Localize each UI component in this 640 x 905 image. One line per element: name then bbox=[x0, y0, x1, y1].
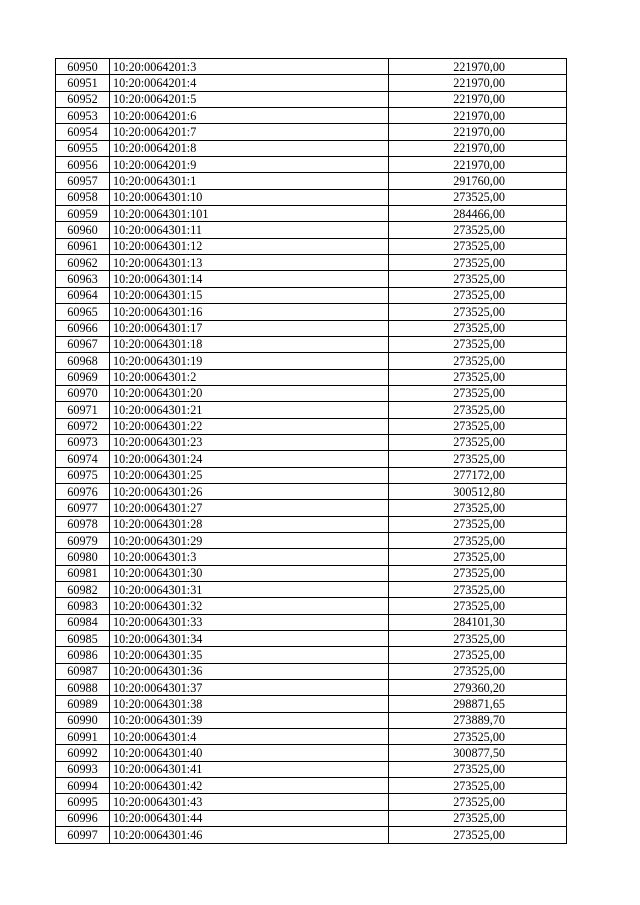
cadastral-value-cell: 273525,00 bbox=[389, 663, 567, 679]
cadastral-value-cell: 273525,00 bbox=[389, 778, 567, 794]
cadastral-value-cell: 273525,00 bbox=[389, 598, 567, 614]
table-row bbox=[56, 304, 567, 320]
cadastral-value-cell: 273525,00 bbox=[389, 516, 567, 532]
cadastral-number-cell: 10:20:0064301:42 bbox=[110, 778, 389, 794]
cadastral-value-cell: 221970,00 bbox=[389, 124, 567, 140]
cadastral-value-cell: 300877,50 bbox=[389, 745, 567, 761]
cadastral-number-cell: 10:20:0064301:101 bbox=[110, 206, 389, 222]
cadastral-value-cell: 273525,00 bbox=[389, 353, 567, 369]
table-row bbox=[56, 353, 567, 369]
cadastral-number-cell: 10:20:0064301:44 bbox=[110, 810, 389, 826]
cadastral-number-cell: 10:20:0064301:17 bbox=[110, 320, 389, 336]
table-row bbox=[56, 255, 567, 271]
cadastral-value-cell: 291760,00 bbox=[389, 173, 567, 189]
cadastral-value-cell: 221970,00 bbox=[389, 91, 567, 107]
cadastral-value-cell: 273525,00 bbox=[389, 500, 567, 516]
cadastral-value-cell: 221970,00 bbox=[389, 140, 567, 156]
row-number-cell: 60959 bbox=[56, 206, 110, 222]
cadastral-number-cell: 10:20:0064201:5 bbox=[110, 91, 389, 107]
table-row bbox=[56, 794, 567, 810]
row-number-cell: 60957 bbox=[56, 173, 110, 189]
table-row bbox=[56, 434, 567, 450]
cadastral-value-cell: 273525,00 bbox=[389, 304, 567, 320]
row-number-cell: 60979 bbox=[56, 532, 110, 548]
table-row bbox=[56, 467, 567, 483]
row-number-cell: 60978 bbox=[56, 516, 110, 532]
cadastral-value-cell: 273525,00 bbox=[389, 532, 567, 548]
cadastral-number-cell: 10:20:0064301:2 bbox=[110, 369, 389, 385]
cadastral-value-cell: 221970,00 bbox=[389, 157, 567, 173]
cadastral-value-cell: 273525,00 bbox=[389, 320, 567, 336]
row-number-cell: 60956 bbox=[56, 157, 110, 173]
row-number-cell: 60960 bbox=[56, 222, 110, 238]
table-row bbox=[56, 320, 567, 336]
row-number-cell: 60962 bbox=[56, 255, 110, 271]
table-row bbox=[56, 222, 567, 238]
cadastral-number-cell: 10:20:0064301:37 bbox=[110, 680, 389, 696]
row-number-cell: 60958 bbox=[56, 189, 110, 205]
row-number-cell: 60971 bbox=[56, 402, 110, 418]
table-row bbox=[56, 761, 567, 777]
cadastral-number-cell: 10:20:0064301:1 bbox=[110, 173, 389, 189]
row-number-cell: 60982 bbox=[56, 582, 110, 598]
table-row bbox=[56, 647, 567, 663]
cadastral-value-cell: 273525,00 bbox=[389, 794, 567, 810]
row-number-cell: 60964 bbox=[56, 287, 110, 303]
table-row bbox=[56, 810, 567, 826]
row-number-cell: 60989 bbox=[56, 696, 110, 712]
cadastral-value-cell: 273525,00 bbox=[389, 631, 567, 647]
row-number-cell: 60991 bbox=[56, 729, 110, 745]
table-row bbox=[56, 696, 567, 712]
cadastral-value-cell: 273525,00 bbox=[389, 549, 567, 565]
row-number-cell: 60967 bbox=[56, 336, 110, 352]
cadastral-value-cell: 279360,20 bbox=[389, 680, 567, 696]
table-body bbox=[56, 59, 567, 844]
cadastral-value-cell: 273525,00 bbox=[389, 647, 567, 663]
table-row bbox=[56, 238, 567, 254]
cadastral-value-cell: 221970,00 bbox=[389, 59, 567, 75]
cadastral-number-cell: 10:20:0064301:32 bbox=[110, 598, 389, 614]
row-number-cell: 60955 bbox=[56, 140, 110, 156]
cadastral-value-cell: 221970,00 bbox=[389, 75, 567, 91]
cadastral-value-cell: 273525,00 bbox=[389, 451, 567, 467]
row-number-cell: 60992 bbox=[56, 745, 110, 761]
cadastral-number-cell: 10:20:0064301:30 bbox=[110, 565, 389, 581]
cadastral-number-cell: 10:20:0064201:7 bbox=[110, 124, 389, 140]
table-row bbox=[56, 500, 567, 516]
cadastral-value-cell: 273525,00 bbox=[389, 369, 567, 385]
cadastral-number-cell: 10:20:0064301:26 bbox=[110, 483, 389, 499]
cadastral-value-cell: 273889,70 bbox=[389, 712, 567, 728]
cadastral-number-cell: 10:20:0064301:3 bbox=[110, 549, 389, 565]
row-number-cell: 60966 bbox=[56, 320, 110, 336]
table-row bbox=[56, 418, 567, 434]
row-number-cell: 60990 bbox=[56, 712, 110, 728]
row-number-cell: 60952 bbox=[56, 91, 110, 107]
table-row bbox=[56, 336, 567, 352]
cadastral-number-cell: 10:20:0064301:33 bbox=[110, 614, 389, 630]
table-row bbox=[56, 140, 567, 156]
cadastral-value-cell: 273525,00 bbox=[389, 434, 567, 450]
row-number-cell: 60961 bbox=[56, 238, 110, 254]
row-number-cell: 60972 bbox=[56, 418, 110, 434]
cadastral-number-cell: 10:20:0064201:4 bbox=[110, 75, 389, 91]
table-row bbox=[56, 614, 567, 630]
cadastral-value-cell: 273525,00 bbox=[389, 222, 567, 238]
row-number-cell: 60994 bbox=[56, 778, 110, 794]
row-number-cell: 60985 bbox=[56, 631, 110, 647]
cadastral-value-cell: 273525,00 bbox=[389, 827, 567, 843]
table-row bbox=[56, 483, 567, 499]
cadastral-number-cell: 10:20:0064301:14 bbox=[110, 271, 389, 287]
table-row bbox=[56, 75, 567, 91]
table-row bbox=[56, 663, 567, 679]
cadastral-number-cell: 10:20:0064301:29 bbox=[110, 532, 389, 548]
table-row bbox=[56, 402, 567, 418]
cadastral-value-cell: 273525,00 bbox=[389, 271, 567, 287]
cadastral-number-cell: 10:20:0064301:18 bbox=[110, 336, 389, 352]
table-row bbox=[56, 124, 567, 140]
table-row bbox=[56, 729, 567, 745]
row-number-cell: 60995 bbox=[56, 794, 110, 810]
row-number-cell: 60981 bbox=[56, 565, 110, 581]
table-row bbox=[56, 532, 567, 548]
table-row bbox=[56, 549, 567, 565]
cadastral-number-cell: 10:20:0064201:6 bbox=[110, 108, 389, 124]
table-row bbox=[56, 206, 567, 222]
row-number-cell: 60975 bbox=[56, 467, 110, 483]
table-row bbox=[56, 189, 567, 205]
cadastral-number-cell: 10:20:0064301:43 bbox=[110, 794, 389, 810]
table-row bbox=[56, 369, 567, 385]
table-row bbox=[56, 271, 567, 287]
table-row bbox=[56, 631, 567, 647]
cadastral-value-cell: 277172,00 bbox=[389, 467, 567, 483]
cadastral-number-cell: 10:20:0064301:46 bbox=[110, 827, 389, 843]
row-number-cell: 60974 bbox=[56, 451, 110, 467]
row-number-cell: 60987 bbox=[56, 663, 110, 679]
table-row bbox=[56, 451, 567, 467]
cadastral-number-cell: 10:20:0064301:24 bbox=[110, 451, 389, 467]
table-row bbox=[56, 745, 567, 761]
cadastral-number-cell: 10:20:0064201:9 bbox=[110, 157, 389, 173]
row-number-cell: 60953 bbox=[56, 108, 110, 124]
cadastral-number-cell: 10:20:0064301:27 bbox=[110, 500, 389, 516]
row-number-cell: 60997 bbox=[56, 827, 110, 843]
table-row bbox=[56, 385, 567, 401]
cadastral-value-cell: 300512,80 bbox=[389, 483, 567, 499]
cadastral-number-cell: 10:20:0064301:4 bbox=[110, 729, 389, 745]
row-number-cell: 60973 bbox=[56, 434, 110, 450]
row-number-cell: 60977 bbox=[56, 500, 110, 516]
cadastral-value-cell: 273525,00 bbox=[389, 810, 567, 826]
cadastral-value-cell: 273525,00 bbox=[389, 565, 567, 581]
cadastral-value-cell: 284466,00 bbox=[389, 206, 567, 222]
cadastral-value-cell: 273525,00 bbox=[389, 582, 567, 598]
cadastral-number-cell: 10:20:0064301:40 bbox=[110, 745, 389, 761]
table-row bbox=[56, 157, 567, 173]
cadastral-number-cell: 10:20:0064301:31 bbox=[110, 582, 389, 598]
table-row bbox=[56, 565, 567, 581]
table-row bbox=[56, 598, 567, 614]
cadastral-value-cell: 273525,00 bbox=[389, 287, 567, 303]
cadastral-number-cell: 10:20:0064301:10 bbox=[110, 189, 389, 205]
row-number-cell: 60976 bbox=[56, 483, 110, 499]
cadastral-value-cell: 298871,65 bbox=[389, 696, 567, 712]
table-row bbox=[56, 59, 567, 75]
cadastral-value-cell: 273525,00 bbox=[389, 729, 567, 745]
cadastral-number-cell: 10:20:0064301:21 bbox=[110, 402, 389, 418]
cadastral-number-cell: 10:20:0064301:11 bbox=[110, 222, 389, 238]
cadastral-number-cell: 10:20:0064301:38 bbox=[110, 696, 389, 712]
row-number-cell: 60968 bbox=[56, 353, 110, 369]
cadastral-number-cell: 10:20:0064301:36 bbox=[110, 663, 389, 679]
cadastral-value-cell: 273525,00 bbox=[389, 418, 567, 434]
row-number-cell: 60996 bbox=[56, 810, 110, 826]
cadastral-value-cell: 221970,00 bbox=[389, 108, 567, 124]
row-number-cell: 60983 bbox=[56, 598, 110, 614]
cadastral-value-table bbox=[55, 58, 567, 844]
cadastral-number-cell: 10:20:0064301:25 bbox=[110, 467, 389, 483]
row-number-cell: 60970 bbox=[56, 385, 110, 401]
row-number-cell: 60954 bbox=[56, 124, 110, 140]
cadastral-number-cell: 10:20:0064301:35 bbox=[110, 647, 389, 663]
cadastral-value-cell: 273525,00 bbox=[389, 761, 567, 777]
row-number-cell: 60951 bbox=[56, 75, 110, 91]
cadastral-number-cell: 10:20:0064301:13 bbox=[110, 255, 389, 271]
cadastral-value-cell: 273525,00 bbox=[389, 402, 567, 418]
row-number-cell: 60984 bbox=[56, 614, 110, 630]
cadastral-value-cell: 273525,00 bbox=[389, 385, 567, 401]
table-row bbox=[56, 91, 567, 107]
cadastral-number-cell: 10:20:0064301:16 bbox=[110, 304, 389, 320]
cadastral-value-cell: 284101,30 bbox=[389, 614, 567, 630]
row-number-cell: 60988 bbox=[56, 680, 110, 696]
table-row bbox=[56, 582, 567, 598]
cadastral-value-cell: 273525,00 bbox=[389, 238, 567, 254]
row-number-cell: 60986 bbox=[56, 647, 110, 663]
row-number-cell: 60950 bbox=[56, 59, 110, 75]
table-row bbox=[56, 108, 567, 124]
row-number-cell: 60980 bbox=[56, 549, 110, 565]
table-row bbox=[56, 173, 567, 189]
row-number-cell: 60965 bbox=[56, 304, 110, 320]
table-row bbox=[56, 680, 567, 696]
cadastral-number-cell: 10:20:0064201:3 bbox=[110, 59, 389, 75]
cadastral-value-cell: 273525,00 bbox=[389, 189, 567, 205]
row-number-cell: 60993 bbox=[56, 761, 110, 777]
cadastral-number-cell: 10:20:0064301:15 bbox=[110, 287, 389, 303]
cadastral-number-cell: 10:20:0064301:41 bbox=[110, 761, 389, 777]
table-row bbox=[56, 778, 567, 794]
cadastral-number-cell: 10:20:0064301:20 bbox=[110, 385, 389, 401]
table-row bbox=[56, 287, 567, 303]
cadastral-number-cell: 10:20:0064301:22 bbox=[110, 418, 389, 434]
cadastral-number-cell: 10:20:0064301:23 bbox=[110, 434, 389, 450]
cadastral-number-cell: 10:20:0064301:12 bbox=[110, 238, 389, 254]
row-number-cell: 60969 bbox=[56, 369, 110, 385]
table-row bbox=[56, 516, 567, 532]
cadastral-number-cell: 10:20:0064201:8 bbox=[110, 140, 389, 156]
table-row bbox=[56, 712, 567, 728]
cadastral-value-cell: 273525,00 bbox=[389, 336, 567, 352]
cadastral-number-cell: 10:20:0064301:34 bbox=[110, 631, 389, 647]
cadastral-number-cell: 10:20:0064301:19 bbox=[110, 353, 389, 369]
cadastral-number-cell: 10:20:0064301:28 bbox=[110, 516, 389, 532]
cadastral-value-cell: 273525,00 bbox=[389, 255, 567, 271]
row-number-cell: 60963 bbox=[56, 271, 110, 287]
table-row bbox=[56, 827, 567, 843]
cadastral-number-cell: 10:20:0064301:39 bbox=[110, 712, 389, 728]
